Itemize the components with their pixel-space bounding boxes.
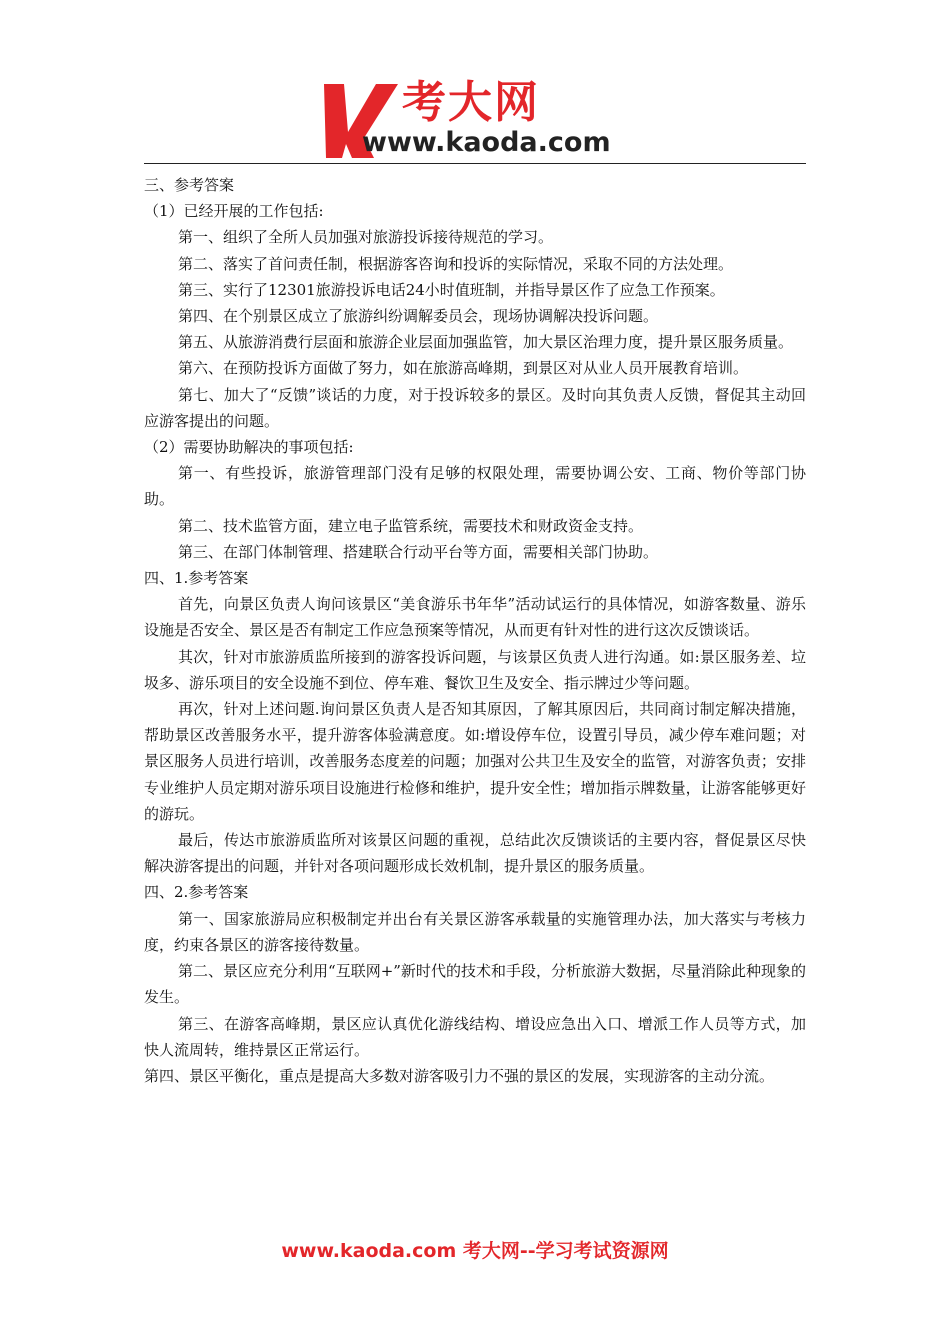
section-heading: 三、参考答案 — [144, 176, 235, 194]
body-paragraph: 再次，针对上述问题.询问景区负责人是否知其原因，了解其原因后，共同商讨制定解决措施，帮助景区改善服务水平，提升游客体验满意度。如:增设停车位，设置引导员，减少停车难问题；对景区服务人员进行培训，改善服务态度差的问题；加强对公共卫生及安全的监管，对游客负责；安排专业维护人员定期对游乐项目设施进行检修和维护，提升安全性；增加指示牌数量，让游客能够更好的游玩。 — [144, 700, 806, 823]
kaoda-logo — [318, 78, 648, 162]
body-paragraph: 第一、有些投诉，旅游管理部门没有足够的权限处理，需要协调公安、工商、物价等部门协助。 — [144, 464, 806, 509]
logo-url[interactable]: www.kaoda.com — [362, 127, 611, 158]
body-paragraph: 第三、实行了12301旅游投诉电话24小时值班制，并指导景区作了应急工作预案。 — [178, 280, 725, 299]
body-paragraph: 第一、国家旅游局应积极制定并出台有关景区游客承载量的实施管理办法，加大落实与考核力度，约束各景区的游客接待数量。 — [144, 909, 806, 954]
body-paragraph: 第二、景区应充分利用“互联网+”新时代的技术和手段，分析旅游大数据，尽量消除此种现象的发生。 — [144, 962, 806, 1007]
body-paragraph: 第一、组织了全所人员加强对旅游投诉接待规范的学习。 — [178, 228, 554, 247]
body-paragraph: 首先，向景区负责人询问该景区“美食游乐书年华”活动试运行的具体情况，如游客数量、游乐设施是否安全、景区是否有制定工作应急预案等情况，从而更有针对性的进行这次反馈谈话。 — [144, 595, 806, 640]
body-paragraph: 最后，传达市旅游质监所对该景区问题的重视，总结此次反馈谈话的主要内容，督促景区尽快解决游客提出的问题，并针对各项问题形成长效机制，提升景区的服务质量。 — [144, 831, 806, 876]
body-paragraph: 第四、在个别景区成立了旅游纠纷调解委员会，现场协调解决投诉问题。 — [178, 307, 659, 326]
body-paragraph: 第三、在部门体制管理、搭建联合行动平台等方面，需要相关部门协助。 — [178, 542, 659, 561]
header-divider — [144, 163, 806, 164]
body-paragraph: 第六、在预防投诉方面做了努力，如在旅游高峰期，到景区对从业人员开展教育培训。 — [178, 359, 749, 378]
body-paragraph: 第二、落实了首问责任制，根据游客咨询和投诉的实际情况，采取不同的方法处理。 — [178, 254, 734, 273]
body-paragraph: 第七、加大了“反馈”谈话的力度，对于投诉较多的景区。及时向其负责人反馈，督促其主动回应游客提出的问题。 — [144, 385, 806, 430]
footer-text[interactable]: www.kaoda.com 考大网--学习考试资源网 — [281, 1240, 669, 1262]
document-body — [144, 172, 806, 1089]
body-paragraph: 第三、在游客高峰期，景区应认真优化游线结构、增设应急出入口、增派工作人员等方式，加快人流周转，维持景区正常运行。 — [144, 1014, 806, 1059]
logo-title: 考大网 — [402, 77, 540, 128]
body-paragraph: 第五、从旅游消费行层面和旅游企业层面加强监管，加大景区治理力度，提升景区服务质量。 — [178, 333, 794, 352]
section-heading: （1）已经开展的工作包括: — [144, 202, 324, 221]
body-paragraph: 第二、技术监管方面，建立电子监管系统，需要技术和财政资金支持。 — [178, 516, 644, 535]
section-heading: 第四、景区平衡化，重点是提高大多数对游客吸引力不强的景区的发展，实现游客的主动分流。 — [144, 1066, 775, 1085]
section-heading: 四、1.参考答案 — [144, 569, 249, 588]
section-heading: 四、2.参考答案 — [144, 883, 249, 902]
body-paragraph: 其次，针对市旅游质监所接到的游客投诉问题，与该景区负责人进行沟通。如:景区服务差、垃圾多、游乐项目的安全设施不到位、停车难、餐饮卫生及安全、指示牌过少等问题。 — [144, 647, 806, 692]
section-heading: （2）需要协助解决的事项包括: — [144, 438, 354, 457]
